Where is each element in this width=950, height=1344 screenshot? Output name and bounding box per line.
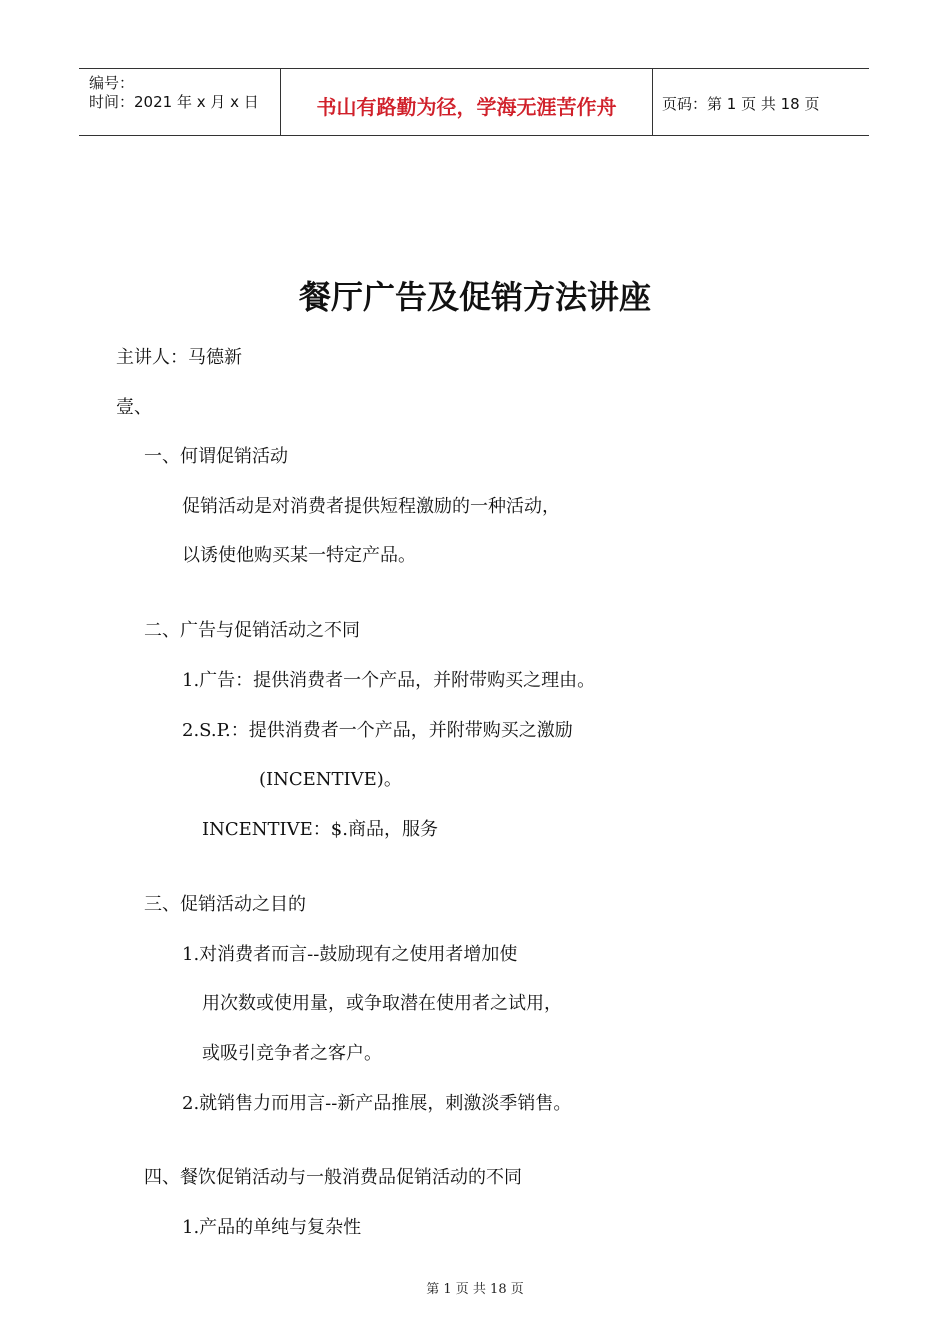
page-footer: 第 1 页 共 18 页 bbox=[426, 1282, 524, 1297]
document-title: 餐厅广告及促销方法讲座 bbox=[298, 278, 651, 316]
list-item: 2.就销售力而用言--新产品推展，刺激淡季销售。 bbox=[182, 1093, 572, 1114]
body-line: 促销活动是对消费者提供短程激励的一种活动， bbox=[182, 496, 560, 517]
body-line: 用次数或使用量，或争取潜在使用者之试用， bbox=[202, 993, 562, 1014]
time-label: 时间：2021 年 x 月 x 日 bbox=[89, 93, 259, 111]
header-motto-cell bbox=[281, 69, 653, 135]
motto: 书山有路勤为径，学海无涯苦作舟 bbox=[316, 95, 617, 119]
body-line: (INCENTIVE)。 bbox=[259, 769, 402, 790]
section-heading: 一、何谓促销活动 bbox=[144, 446, 288, 467]
number-label: 编号： bbox=[89, 74, 135, 92]
list-item: 1.产品的单纯与复杂性 bbox=[182, 1217, 362, 1238]
speaker-line: 主讲人：马德新 bbox=[116, 347, 242, 368]
section-heading: 四、餐饮促销活动与一般消费品促销活动的不同 bbox=[144, 1167, 522, 1188]
body-line: INCENTIVE：$.商品，服务 bbox=[202, 819, 438, 840]
page-info: 页码：第 1 页 共 18 页 bbox=[662, 95, 820, 113]
list-item: 1.广告：提供消费者一个产品，并附带购买之理由。 bbox=[182, 670, 596, 691]
header-meta-cell bbox=[79, 69, 281, 135]
section-heading-yi: 壹、 bbox=[116, 397, 152, 418]
body-line: 或吸引竞争者之客户。 bbox=[202, 1043, 382, 1064]
list-item: 2.S.P.：提供消费者一个产品，并附带购买之激励 bbox=[182, 720, 573, 741]
section-heading: 三、促销活动之目的 bbox=[144, 894, 306, 915]
list-item: 1.对消费者而言--鼓励现有之使用者增加使 bbox=[182, 944, 518, 965]
section-heading: 二、广告与促销活动之不同 bbox=[144, 620, 360, 641]
document-header bbox=[79, 68, 869, 136]
header-page-cell bbox=[653, 69, 869, 135]
body-line: 以诱使他购买某一特定产品。 bbox=[182, 545, 416, 566]
